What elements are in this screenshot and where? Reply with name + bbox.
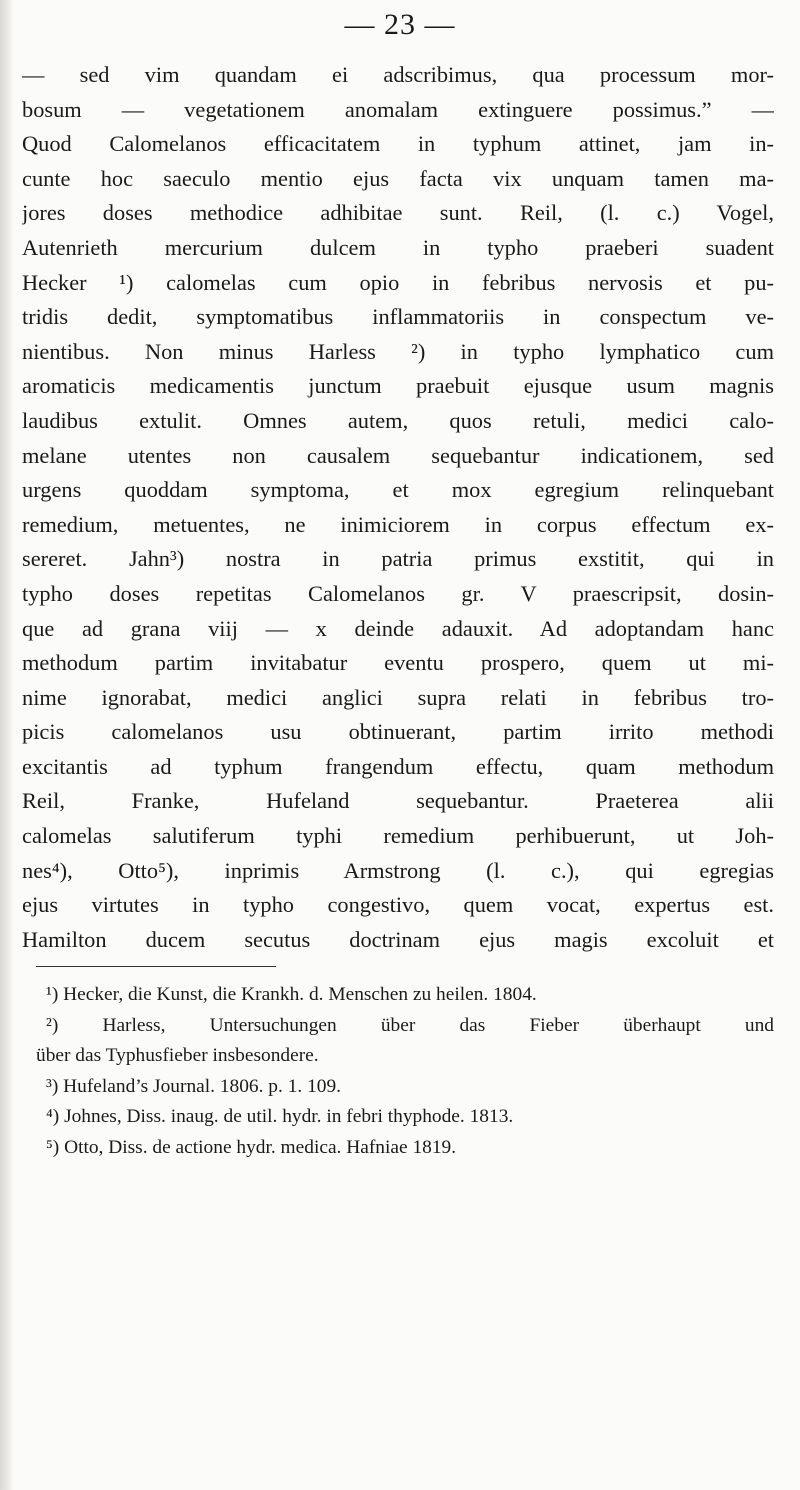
text-line: cunte hoc saeculo mentio ejus facta vix unquam tamen ma- bbox=[22, 165, 774, 191]
footnotes bbox=[22, 980, 774, 1163]
text-line: Autenrieth mercurium dulcem in typho praeberi suadent bbox=[22, 234, 774, 260]
text-line: ejus virtutes in typho congestivo, quem vocat, expertus est. bbox=[22, 892, 774, 918]
text-line: methodum partim invitabatur eventu prospero, quem ut mi- bbox=[22, 650, 774, 676]
footnote: ⁴) Johnes, Diss. inaug. de util. hydr. in febri thyphode. 1813. bbox=[46, 1106, 514, 1127]
text-line: calomelas salutiferum typhi remedium perhibuerunt, ut Joh- bbox=[22, 823, 774, 849]
footnote: ²) Harless, Untersuchungen über das Fieber überhaupt und bbox=[46, 1014, 774, 1036]
text-line: remedium, metuentes, ne inimiciorem in corpus effectum ex- bbox=[22, 511, 774, 537]
binding-gutter bbox=[0, 0, 14, 1490]
text-line: Hecker ¹) calomelas cum opio in febribus nervosis et pu- bbox=[22, 269, 774, 295]
text-line: nientibus. Non minus Harless ²) in typho lymphatico cum bbox=[22, 338, 774, 364]
text-line: bosum — vegetationem anomalam extinguere possimus.” — bbox=[22, 96, 774, 122]
text-line: typho doses repetitas Calomelanos gr. V praescripsit, dosin- bbox=[22, 580, 774, 606]
text-line: tridis dedit, symptomatibus inflammatoriis in conspectum ve- bbox=[22, 304, 774, 330]
footnote-continuation: über das Typhusfieber insbesondere. bbox=[36, 1045, 319, 1066]
text-line: Reil, Franke, Hufeland sequebantur. Praeterea alii bbox=[22, 788, 774, 814]
text-line: picis calomelanos usu obtinuerant, partim irrito methodi bbox=[22, 719, 774, 745]
text-line: sereret. Jahn³) nostra in patria primus exstitit, qui in bbox=[22, 546, 774, 572]
text-line: aromaticis medicamentis junctum praebuit ejusque usum magnis bbox=[22, 373, 774, 399]
text-line: nime ignorabat, medici anglici supra relati in febribus tro- bbox=[22, 684, 774, 710]
footnote: ³) Hufeland’s Journal. 1806. p. 1. 109. bbox=[46, 1075, 342, 1097]
text-line: nes⁴), Otto⁵), inprimis Armstrong (l. c.), qui egregias bbox=[22, 857, 774, 883]
text-line: Hamilton ducem secutus doctrinam ejus magis excoluit et bbox=[22, 926, 774, 952]
footnote: ⁵) Otto, Diss. de actione hydr. medica. Hafniae 1819. bbox=[46, 1136, 457, 1158]
body-text bbox=[22, 58, 774, 957]
text-line: jores doses methodice adhibitae sunt. Reil, (l. c.) Vogel, bbox=[22, 200, 774, 226]
text-line: urgens quoddam symptoma, et mox egregium relinquebant bbox=[22, 477, 774, 503]
footnote-divider bbox=[36, 966, 276, 967]
text-line: melane utentes non causalem sequebantur indicationem, sed bbox=[22, 442, 774, 468]
text-line: excitantis ad typhum frangendum effectu, quam methodum bbox=[22, 753, 774, 779]
text-line: — sed vim quandam ei adscribimus, qua processum mor- bbox=[22, 62, 774, 87]
text-line: laudibus extulit. Omnes autem, quos retuli, medici calo- bbox=[22, 407, 774, 433]
text-line: Quod Calomelanos efficacitatem in typhum attinet, jam in- bbox=[22, 131, 774, 157]
footnote: ¹) Hecker, die Kunst, die Krankh. d. Menschen zu heilen. 1804. bbox=[46, 984, 537, 1005]
text-line: que ad grana viij — x deinde adauxit. Ad adoptandam hanc bbox=[22, 615, 774, 641]
page-number: — 23 — bbox=[344, 8, 456, 41]
